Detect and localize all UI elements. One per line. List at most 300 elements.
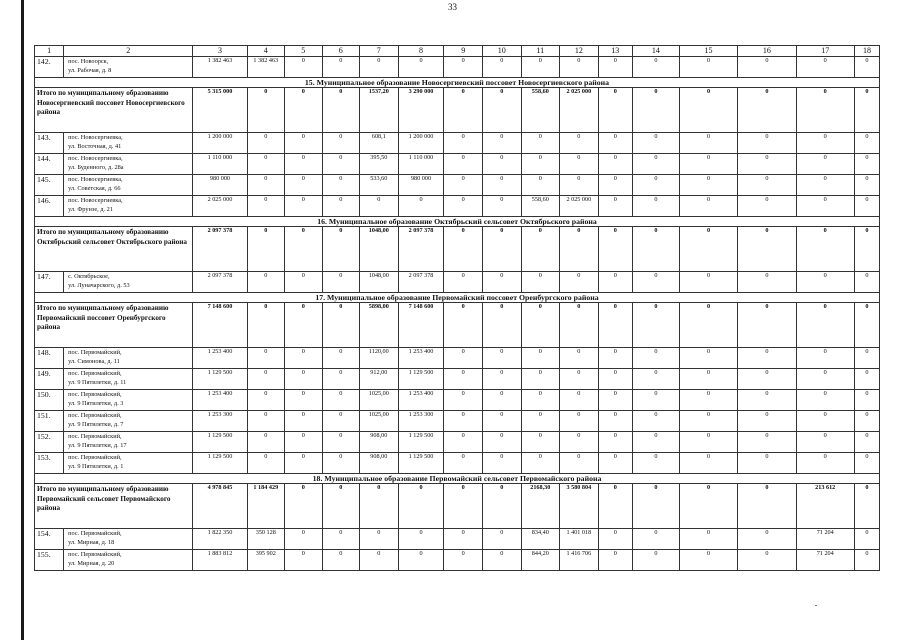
value-cell: 395,50 — [360, 154, 399, 175]
value-cell: 1 253 400 — [398, 390, 444, 411]
value-cell: 0 — [738, 529, 796, 550]
value-cell: 0 — [679, 550, 737, 571]
row-number: 148. — [35, 348, 64, 369]
column-number-cell: 11 — [521, 46, 560, 57]
address-line-2: ул. Фрунзе, д. 21 — [68, 206, 113, 213]
value-cell: 0 — [796, 453, 854, 474]
value-cell: 0 — [632, 175, 679, 196]
value-cell: 0 — [322, 272, 360, 293]
value-cell: 0 — [796, 369, 854, 390]
page-edge-border — [21, 0, 24, 640]
column-number-cell: 6 — [322, 46, 360, 57]
total-value-cell: 0 — [482, 484, 521, 529]
column-number-cell: 10 — [482, 46, 521, 57]
total-value-cell: 0 — [598, 227, 632, 272]
value-cell: 0 — [632, 529, 679, 550]
value-cell: 0 — [285, 57, 323, 78]
value-cell: 395 902 — [247, 550, 285, 571]
column-number-cell: 16 — [738, 46, 796, 57]
value-cell: 71 204 — [796, 529, 854, 550]
value-cell: 533,60 — [360, 175, 399, 196]
column-number-cell: 1 — [35, 46, 64, 57]
value-cell: 0 — [598, 453, 632, 474]
value-cell: 0 — [738, 432, 796, 453]
address-line-2: ул. 9 Пятилетки, д. 17 — [68, 442, 127, 449]
value-cell: 0 — [482, 196, 521, 217]
value-cell: 0 — [482, 411, 521, 432]
section-heading-row — [35, 78, 880, 88]
value-cell: 0 — [738, 411, 796, 432]
value-cell: 0 — [482, 432, 521, 453]
total-value-cell: 0 — [560, 303, 599, 348]
row-number: 150. — [35, 390, 64, 411]
row-number: 155. — [35, 550, 64, 571]
value-cell: 0 — [444, 453, 483, 474]
total-value-cell: 5 315 000 — [193, 88, 247, 133]
total-value-cell: 0 — [738, 227, 796, 272]
value-cell: 0 — [679, 390, 737, 411]
total-value-cell: 0 — [285, 88, 323, 133]
value-cell: 1 253 300 — [398, 411, 444, 432]
total-value-cell: 1537,20 — [360, 88, 399, 133]
value-cell: 0 — [322, 369, 360, 390]
table-row — [35, 57, 880, 78]
value-cell: 0 — [444, 175, 483, 196]
total-value-cell: 2 025 000 — [560, 88, 599, 133]
value-cell: 0 — [598, 175, 632, 196]
value-cell: 0 — [679, 369, 737, 390]
value-cell: 2 025 000 — [193, 196, 247, 217]
value-cell: 0 — [854, 348, 879, 369]
value-cell: 0 — [482, 154, 521, 175]
value-cell: 0 — [247, 348, 285, 369]
total-value-cell: 0 — [444, 303, 483, 348]
total-value-cell: 0 — [738, 303, 796, 348]
value-cell: 0 — [854, 57, 879, 78]
value-cell: 0 — [444, 369, 483, 390]
total-value-cell: 0 — [444, 227, 483, 272]
data-table — [34, 45, 880, 571]
value-cell: 0 — [322, 432, 360, 453]
value-cell: 0 — [679, 453, 737, 474]
value-cell: 2 025 000 — [560, 196, 599, 217]
value-cell: 0 — [482, 529, 521, 550]
address-line-1: пос. Новосергиевка, — [68, 197, 123, 204]
value-cell: 0 — [738, 133, 796, 154]
value-cell: 0 — [796, 57, 854, 78]
total-value-cell: 7 148 600 — [193, 303, 247, 348]
address-line-1: пос. Первомайский, — [68, 433, 122, 440]
address-line-1: пос. Первомайский, — [68, 454, 122, 461]
value-cell: 0 — [738, 550, 796, 571]
value-cell: 0 — [322, 175, 360, 196]
value-cell: 1 200 000 — [398, 133, 444, 154]
column-number-cell: 2 — [64, 46, 193, 57]
total-value-cell: 0 — [482, 227, 521, 272]
total-value-cell: 0 — [632, 303, 679, 348]
value-cell: 0 — [444, 550, 483, 571]
value-cell: 0 — [247, 432, 285, 453]
value-cell: 1 129 500 — [193, 453, 247, 474]
value-cell: 0 — [679, 529, 737, 550]
value-cell: 0 — [796, 348, 854, 369]
address-line-1: пос. Первомайский, — [68, 391, 122, 398]
value-cell: 0 — [521, 390, 560, 411]
value-cell: 1 129 500 — [398, 369, 444, 390]
value-cell: 0 — [854, 154, 879, 175]
value-cell: 0 — [854, 133, 879, 154]
address-cell — [64, 390, 193, 411]
value-cell: 0 — [598, 57, 632, 78]
total-value-cell: 0 — [360, 484, 399, 529]
total-value-cell: 1 184 429 — [247, 484, 285, 529]
value-cell: 0 — [482, 175, 521, 196]
value-cell: 0 — [796, 133, 854, 154]
address-line-2: ул. Советская, д. 66 — [68, 185, 121, 192]
value-cell: 1 110 000 — [398, 154, 444, 175]
value-cell: 0 — [632, 196, 679, 217]
value-cell: 0 — [854, 411, 879, 432]
value-cell: 0 — [482, 369, 521, 390]
column-number-cell: 13 — [598, 46, 632, 57]
value-cell: 0 — [521, 369, 560, 390]
value-cell: 1 129 500 — [398, 432, 444, 453]
value-cell: 0 — [444, 133, 483, 154]
value-cell: 0 — [679, 175, 737, 196]
total-label: Итого по муниципальному образованию Октябрьский сельсовет Октябрьского района — [35, 227, 193, 272]
value-cell: 0 — [285, 272, 323, 293]
value-cell: 0 — [598, 272, 632, 293]
address-line-2: ул. Буденного, д. 28а — [68, 164, 124, 171]
column-number-cell: 9 — [444, 46, 483, 57]
address-line-2: ул. Луначарского, д. 53 — [68, 282, 130, 289]
total-row — [35, 303, 880, 348]
table-row — [35, 196, 880, 217]
value-cell: 0 — [247, 369, 285, 390]
address-line-2: ул. 9 Пятилетки, д. 1 — [68, 463, 124, 470]
row-number: 151. — [35, 411, 64, 432]
value-cell: 980 000 — [193, 175, 247, 196]
total-value-cell: 0 — [854, 303, 879, 348]
total-value-cell: 1048,00 — [360, 227, 399, 272]
row-number: 144. — [35, 154, 64, 175]
address-cell — [64, 348, 193, 369]
value-cell: 0 — [598, 529, 632, 550]
total-value-cell: 0 — [679, 88, 737, 133]
value-cell: 0 — [398, 529, 444, 550]
address-cell — [64, 432, 193, 453]
value-cell: 0 — [560, 369, 599, 390]
section-heading-row — [35, 474, 880, 484]
value-cell: 0 — [796, 432, 854, 453]
total-value-cell: 0 — [679, 303, 737, 348]
total-value-cell: 0 — [322, 227, 360, 272]
value-cell: 608,1 — [360, 133, 399, 154]
value-cell: 0 — [322, 133, 360, 154]
value-cell: 0 — [632, 453, 679, 474]
value-cell: 0 — [632, 411, 679, 432]
value-cell: 0 — [398, 550, 444, 571]
total-value-cell: 0 — [796, 227, 854, 272]
total-label: Итого по муниципальному образованию Новосергиевский поссовет Новосергиевского района — [35, 88, 193, 133]
row-number: 154. — [35, 529, 64, 550]
value-cell: 0 — [247, 154, 285, 175]
section-title: 18. Муниципальное образование Первомайский сельсовет Первомайского района — [35, 474, 880, 484]
value-cell: 0 — [679, 411, 737, 432]
address-line-2: ул. Рабочая, д. 8 — [68, 67, 112, 74]
total-value-cell: 0 — [285, 303, 323, 348]
table-row — [35, 390, 880, 411]
value-cell: 1025,00 — [360, 390, 399, 411]
total-value-cell: 0 — [632, 484, 679, 529]
value-cell: 0 — [444, 196, 483, 217]
row-number: 153. — [35, 453, 64, 474]
value-cell: 0 — [854, 175, 879, 196]
value-cell: 1048,00 — [360, 272, 399, 293]
total-row — [35, 484, 880, 529]
column-number-row — [35, 46, 880, 57]
row-number: 142. — [35, 57, 64, 78]
value-cell: 0 — [679, 432, 737, 453]
value-cell: 0 — [285, 133, 323, 154]
value-cell: 1025,00 — [360, 411, 399, 432]
value-cell: 0 — [285, 196, 323, 217]
value-cell: 0 — [444, 154, 483, 175]
value-cell: 0 — [521, 453, 560, 474]
value-cell: 558,60 — [521, 196, 560, 217]
total-value-cell: 0 — [521, 303, 560, 348]
value-cell: 0 — [560, 272, 599, 293]
column-number-cell: 7 — [360, 46, 399, 57]
value-cell: 0 — [521, 348, 560, 369]
value-cell: 0 — [285, 453, 323, 474]
total-value-cell: 5898,00 — [360, 303, 399, 348]
value-cell: 0 — [360, 196, 399, 217]
value-cell: 0 — [632, 550, 679, 571]
column-number-cell: 15 — [679, 46, 737, 57]
value-cell: 0 — [598, 196, 632, 217]
value-cell: 0 — [444, 529, 483, 550]
value-cell: 1 822 350 — [193, 529, 247, 550]
address-line-2: ул. Симонова, д. 11 — [68, 358, 120, 365]
value-cell: 1 253 400 — [193, 348, 247, 369]
address-line-1: пос. Первомайский, — [68, 551, 122, 558]
value-cell: 0 — [679, 57, 737, 78]
address-line-2: ул. 9 Пятилетки, д. 11 — [68, 379, 127, 386]
total-value-cell: 3 580 804 — [560, 484, 599, 529]
table-row — [35, 453, 880, 474]
value-cell: 1 401 018 — [560, 529, 599, 550]
value-cell: 0 — [560, 154, 599, 175]
value-cell: 0 — [247, 175, 285, 196]
total-value-cell: 0 — [679, 484, 737, 529]
value-cell: 908,00 — [360, 453, 399, 474]
total-value-cell: 0 — [285, 227, 323, 272]
scan-speck — [815, 605, 817, 606]
value-cell: 0 — [796, 272, 854, 293]
value-cell: 908,00 — [360, 432, 399, 453]
table-row — [35, 550, 880, 571]
table-row — [35, 369, 880, 390]
value-cell: 0 — [598, 432, 632, 453]
address-line-2: ул. Мирная, д. 18 — [68, 539, 115, 546]
value-cell: 0 — [560, 453, 599, 474]
value-cell: 0 — [482, 550, 521, 571]
value-cell: 0 — [738, 369, 796, 390]
value-cell: 0 — [796, 175, 854, 196]
total-value-cell: 0 — [598, 484, 632, 529]
value-cell: 2 097 378 — [193, 272, 247, 293]
value-cell: 0 — [322, 348, 360, 369]
value-cell: 1 416 706 — [560, 550, 599, 571]
value-cell: 0 — [322, 57, 360, 78]
total-value-cell: 0 — [322, 303, 360, 348]
value-cell: 0 — [598, 411, 632, 432]
value-cell: 0 — [854, 390, 879, 411]
total-value-cell: 0 — [444, 88, 483, 133]
total-value-cell: 0 — [598, 88, 632, 133]
value-cell: 0 — [560, 175, 599, 196]
row-number: 152. — [35, 432, 64, 453]
value-cell: 1 129 500 — [193, 369, 247, 390]
total-value-cell: 0 — [796, 303, 854, 348]
value-cell: 980 000 — [398, 175, 444, 196]
address-cell — [64, 57, 193, 78]
value-cell: 0 — [285, 154, 323, 175]
address-cell — [64, 196, 193, 217]
value-cell: 0 — [285, 432, 323, 453]
value-cell: 0 — [632, 348, 679, 369]
value-cell: 0 — [738, 272, 796, 293]
row-number: 143. — [35, 133, 64, 154]
value-cell: 0 — [521, 154, 560, 175]
value-cell: 0 — [796, 411, 854, 432]
value-cell: 0 — [679, 348, 737, 369]
address-line-1: пос. Первомайский, — [68, 370, 122, 377]
total-value-cell: 0 — [738, 88, 796, 133]
address-line-1: пос. Новосергиевка, — [68, 176, 123, 183]
value-cell: 0 — [679, 272, 737, 293]
total-value-cell: 7 148 600 — [398, 303, 444, 348]
total-label: Итого по муниципальному образованию Первомайский сельсовет Первомайского района — [35, 484, 193, 529]
value-cell: 0 — [482, 133, 521, 154]
table-row — [35, 529, 880, 550]
value-cell: 0 — [247, 411, 285, 432]
value-cell: 0 — [598, 348, 632, 369]
value-cell: 0 — [738, 390, 796, 411]
row-number: 146. — [35, 196, 64, 217]
value-cell: 0 — [560, 432, 599, 453]
value-cell: 0 — [632, 272, 679, 293]
value-cell: 1 110 000 — [193, 154, 247, 175]
row-number: 149. — [35, 369, 64, 390]
section-title: 16. Муниципальное образование Октябрьский сельсовет Октябрьского района — [35, 217, 880, 227]
value-cell: 912,00 — [360, 369, 399, 390]
column-number-cell: 4 — [247, 46, 285, 57]
address-cell — [64, 133, 193, 154]
value-cell: 1 253 300 — [193, 411, 247, 432]
value-cell: 0 — [444, 411, 483, 432]
table-row — [35, 154, 880, 175]
value-cell: 0 — [598, 154, 632, 175]
table-row — [35, 133, 880, 154]
value-cell: 2 097 378 — [398, 272, 444, 293]
value-cell: 0 — [521, 411, 560, 432]
total-value-cell: 0 — [322, 484, 360, 529]
address-cell — [64, 175, 193, 196]
value-cell: 0 — [598, 133, 632, 154]
value-cell: 1120,00 — [360, 348, 399, 369]
total-value-cell: 0 — [285, 484, 323, 529]
address-line-2: ул. 9 Пятилетки, д. 3 — [68, 400, 124, 407]
total-value-cell: 0 — [444, 484, 483, 529]
value-cell: 0 — [482, 57, 521, 78]
total-value-cell: 0 — [796, 88, 854, 133]
value-cell: 0 — [285, 550, 323, 571]
address-cell — [64, 411, 193, 432]
address-line-2: ул. Восточная, д. 41 — [68, 143, 122, 150]
value-cell: 0 — [322, 453, 360, 474]
total-value-cell: 0 — [482, 303, 521, 348]
total-value-cell: 0 — [247, 227, 285, 272]
total-value-cell: 0 — [854, 88, 879, 133]
total-value-cell: 2 097 378 — [193, 227, 247, 272]
value-cell: 350 128 — [247, 529, 285, 550]
value-cell: 0 — [482, 348, 521, 369]
value-cell: 0 — [360, 550, 399, 571]
value-cell: 0 — [560, 348, 599, 369]
total-value-cell: 0 — [482, 88, 521, 133]
column-number-cell: 17 — [796, 46, 854, 57]
value-cell: 0 — [521, 272, 560, 293]
section-heading-row — [35, 217, 880, 227]
value-cell: 0 — [285, 390, 323, 411]
value-cell: 0 — [521, 432, 560, 453]
value-cell: 0 — [285, 529, 323, 550]
value-cell: 0 — [247, 133, 285, 154]
column-number-cell: 14 — [632, 46, 679, 57]
total-value-cell: 0 — [560, 227, 599, 272]
address-cell — [64, 272, 193, 293]
value-cell: 0 — [632, 154, 679, 175]
value-cell: 1 200 000 — [193, 133, 247, 154]
value-cell: 0 — [632, 133, 679, 154]
value-cell: 0 — [521, 133, 560, 154]
value-cell: 0 — [247, 196, 285, 217]
value-cell: 0 — [632, 57, 679, 78]
column-number-cell: 3 — [193, 46, 247, 57]
address-cell — [64, 369, 193, 390]
value-cell: 0 — [322, 154, 360, 175]
page-number: 33 — [448, 2, 457, 12]
value-cell: 0 — [632, 432, 679, 453]
value-cell: 0 — [679, 133, 737, 154]
value-cell: 0 — [854, 432, 879, 453]
value-cell: 1 253 400 — [398, 348, 444, 369]
value-cell: 0 — [482, 453, 521, 474]
value-cell: 0 — [738, 196, 796, 217]
value-cell: 0 — [247, 390, 285, 411]
address-line-1: пос. Новосергиевка, — [68, 155, 123, 162]
total-value-cell: 0 — [598, 303, 632, 348]
address-line-1: пос. Первомайский, — [68, 530, 122, 537]
value-cell: 0 — [521, 175, 560, 196]
value-cell: 0 — [854, 453, 879, 474]
total-value-cell: 4 978 845 — [193, 484, 247, 529]
total-value-cell: 0 — [854, 227, 879, 272]
value-cell: 0 — [738, 175, 796, 196]
value-cell: 0 — [679, 196, 737, 217]
